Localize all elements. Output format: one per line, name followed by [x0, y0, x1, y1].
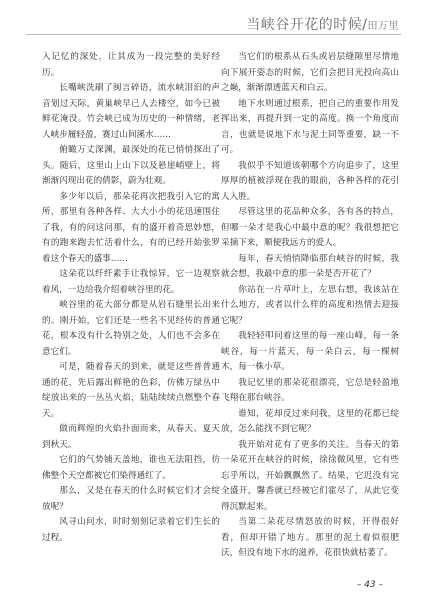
paragraph: 我似乎不知道该朝哪个方向追步了，这里厚厚的植被浮现在我的眼前，各种各样的花引人入胜。: [221, 160, 399, 202]
right-column: [221, 50, 399, 562]
paragraph: 它们的气势铺天盖地，谁也无法阻挡，仿佛整个天空都被它们染得通红了。: [42, 455, 220, 481]
paragraph: 当它们的根系从石头或岩层缝隙里尽情地向下展开姿态的时候，它们会把目光投向高山之巅，渐渐漂透蓝天和白云。: [221, 52, 399, 93]
title-separator: /: [362, 17, 368, 33]
paragraph: 我开始对花有了更多的关注。当春天的第一朵花开在峡谷的时候，徐徐微风里，它有些忘乎所以，开始飘飘然了。结果，它迟没有完全盛开，馨香就已经被它们霍尽了，从此它变得沉默起来。: [221, 439, 399, 512]
paragraph: 你站在一片草叶上，左思右想，我该站在什么地方，或者以什么样的高度和热情去迎接它呢？: [221, 284, 399, 326]
paragraph: 每年，春天悄悄降临那台峡谷的时候，我就会想，我最中意的那一朵是否开花了？: [221, 253, 399, 279]
article-author: 田万里: [367, 21, 399, 32]
header-title-block: [246, 14, 399, 34]
paragraph: 可是，随着春天的到来，就是这些普普通通的花，先后露出鲜艳的色彩，仿佛万绿丛中绽放出来的一丛丛火焰，陆陆续续点燃整个春天。: [42, 362, 220, 419]
paragraph: 当第二朵花尽情怒放的时候，开得很好看，但却开错了地方。那里的泥土着似很肥沃，但没有地下水的滋养，花很快就枯萎了。: [221, 517, 399, 558]
paragraph: 俯瞰万丈深渊，最深处的花已悄悄探出了头。随后，这里山上山下以及悬崖峭壁上，将渐渐闪现出花的倩影，蔚为壮观。: [42, 145, 220, 186]
left-column: [42, 50, 220, 546]
paragraph: 多少年以后，那朵花再次把我引入它的寓所，那里有各种各样、大大小小的花迅速围住了我，有的问这问那，有的盛开着奇思妙想，有的跑来跑去忙活着什么，有的已经开始张罗着这个春天的盛事……: [42, 191, 220, 264]
paragraph: 长嘴峡洗刷了闽言碎语，流水峡泪汩的声音划过天际，黄巢峡早已人去楼空，如今已被鲜花淹没。竹会峡已成为历史的一种情绪，老人峡步履轻盈，赛过山间溪水……: [42, 83, 220, 140]
paragraph: 尽管这里的花品种众多，各有各的特点，但哪一朵才是我心中最中意的呢？我很想把它采摘下来，顺便我远方的爱人。: [221, 207, 399, 248]
paragraph: 地下水则通过根系，把自己的重要作用发挥出来，再提升到一定的高度。换一个角度而言，也就是说地下水与泥土同等重要，缺一不可。: [221, 98, 399, 155]
paragraph: 入记忆的深处，让其成为一段完整的美好经历。: [42, 52, 220, 78]
article-title: 当峡谷开花的时候: [246, 17, 363, 33]
page-header: [0, 0, 427, 38]
paragraph: 我轻轻叩问着这里的每一座山峰，每一条峡谷，每一片蓝天，每一朵白云，每一棵树木，每一株小草。: [221, 331, 399, 372]
paragraph: 谁知，花却反过来问我，这里的花都已绽放，怎么能找不到它呢？: [221, 408, 399, 434]
paragraph: 我记忆里的那朵花很漂亮，它总是轻盈地飞翔在那台峡谷。: [221, 377, 399, 403]
paragraph: 风寻山问水，时时刻刻记录着它们生长的过程。: [42, 517, 220, 543]
paragraph: 做而辉煌的火焰扑面而来，从春天、夏天到秋天。: [42, 424, 220, 450]
header-rule: [26, 34, 401, 35]
paragraph: 这朵花以纤纤素手让我惊异，它一边观察着风，一边给我介绍着峡谷里的花。: [42, 269, 220, 295]
paragraph: 峡谷里的花大部分都是从岩石缝里长出来的。刚开始，它们还是一些名不见经传的普通花，根本没有什么特别之处，人们也不会多在意它们。: [42, 300, 220, 357]
page-number: – 43 –: [356, 580, 383, 590]
paragraph: 那么，又是在春天的什么时候它们才会绽放呢？: [42, 486, 220, 512]
